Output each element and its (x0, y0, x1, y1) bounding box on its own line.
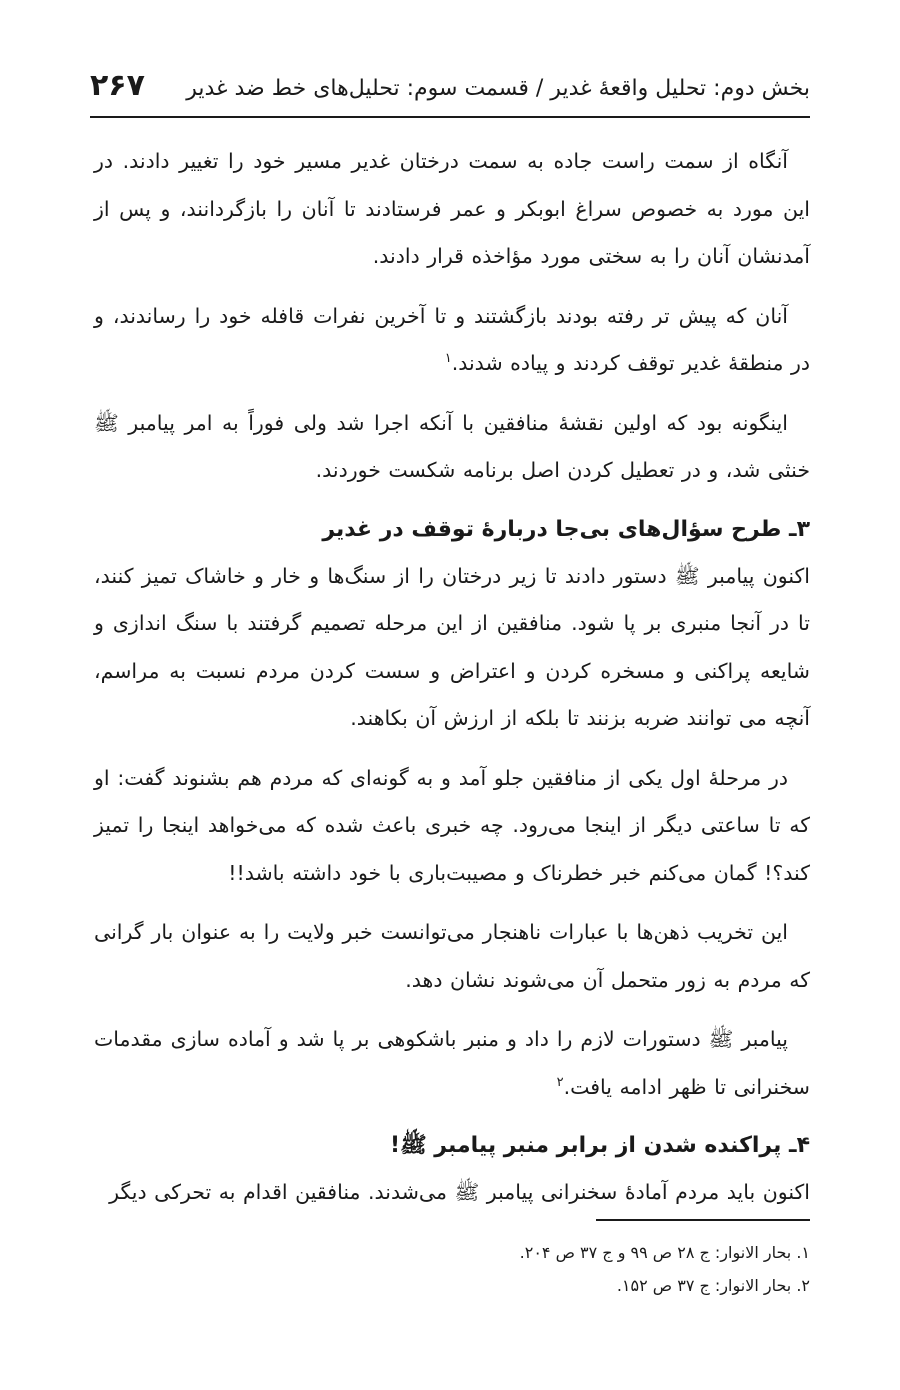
footnote-ref-1[interactable]: ۱ (444, 351, 452, 367)
paragraph-6: این تخریب ذهن‌ها با عبارات ناهنجار می‌توانست خبر ولایت را به عنوان بار گرانی که مردم به زور متحمل آن می‌شوند نشان دهد. (94, 920, 810, 992)
paragraph-7: پیامبر ﷺ دستورات لازم را داد و منبر باشکوهی بر پا شد و آماده سازی مقدمات سخنرانی تا ظهر ادامه یافت.$^۲$ (94, 1027, 810, 1099)
section-heading-4: ۴ـ پراکنده شدن از برابر منبر پیامبر ﷺ! (390, 1133, 810, 1158)
footnotes (90, 1236, 810, 1302)
paragraph-5: در مرحلهٔ اول یکی از منافقین جلو آمد و به گونه‌ای که مردم هم بشنوند گفت: او که تا ساعتی دیگر از اینجا می‌رود. چه خبری باعث شده که می‌خواهد اینجا را تمیز کند؟! گمان می‌کنم خبر خطرناک و مصیبت‌باری با خود داشته باشد!! (94, 765, 810, 885)
paragraph-1: آنگاه از سمت راست جاده به سمت درختان غدیر مسیر خود را تغییر دادند. در این مورد به خصوص سراغ ابوبکر و عمر فرستادند تا آنان را بازگردانند، و پس از آمدنشان آنان را به سختی مورد مؤاخذه قرار دادند. (94, 149, 810, 268)
header-rule (90, 116, 810, 118)
footnote-2: ۲. بحار الانوار: ج ۳۷ ص ۱۵۲. (616, 1276, 810, 1295)
page-number: ۲۶۷ (90, 68, 145, 103)
paragraph-4: اکنون پیامبر ﷺ دستور دادند تا زیر درختان را از سنگ‌ها و خار و خاشاک تمیز کنند، تا در آنجا منبری بر پا شود. منافقین از این مرحله تصمیم گرفتند با سنگ اندازی و شایعه پراکنی و مسخره کردن و اعتراض و سست کردن مردم نسبت به مراسم، آنچه می توانند ضربه بزنند تا بلکه از ارزش آن بکاهند. (94, 563, 810, 730)
footnote-separator (596, 1219, 810, 1221)
header-title: بخش دوم: تحلیل واقعهٔ غدیر / قسمت سوم: تحلیل‌های خط ضد غدیر (186, 76, 810, 101)
footnote-ref-2[interactable]: ۲ (556, 1074, 564, 1090)
running-header (90, 66, 810, 114)
page-body (94, 138, 810, 1229)
paragraph-3: اینگونه بود که اولین نقشهٔ منافقین با آنکه اجرا شد ولی فوراً به امر پیامبر ﷺ خنثی شد، و در تعطیل کردن اصل برنامه شکست خوردند. (94, 410, 810, 482)
paragraph-8: اکنون باید مردم آمادهٔ سخنرانی پیامبر ﷺ می‌شدند. منافقین اقدام به تحرکی دیگر (109, 1180, 810, 1204)
footnote-1: ۱. بحار الانوار: ج ۲۸ ص ۹۹ و ج ۳۷ ص ۲۰۴. (519, 1243, 810, 1262)
paragraph-2: آنان که پیش تر رفته بودند بازگشتند و تا آخرین نفرات قافله خود را رساندند، و در منطقهٔ غدیر توقف کردند و پیاده شدند.$^۱$ (94, 303, 810, 375)
section-heading-3: ۳ـ طرح سؤال‌های بی‌جا دربارهٔ توقف در غدیر (322, 516, 810, 542)
